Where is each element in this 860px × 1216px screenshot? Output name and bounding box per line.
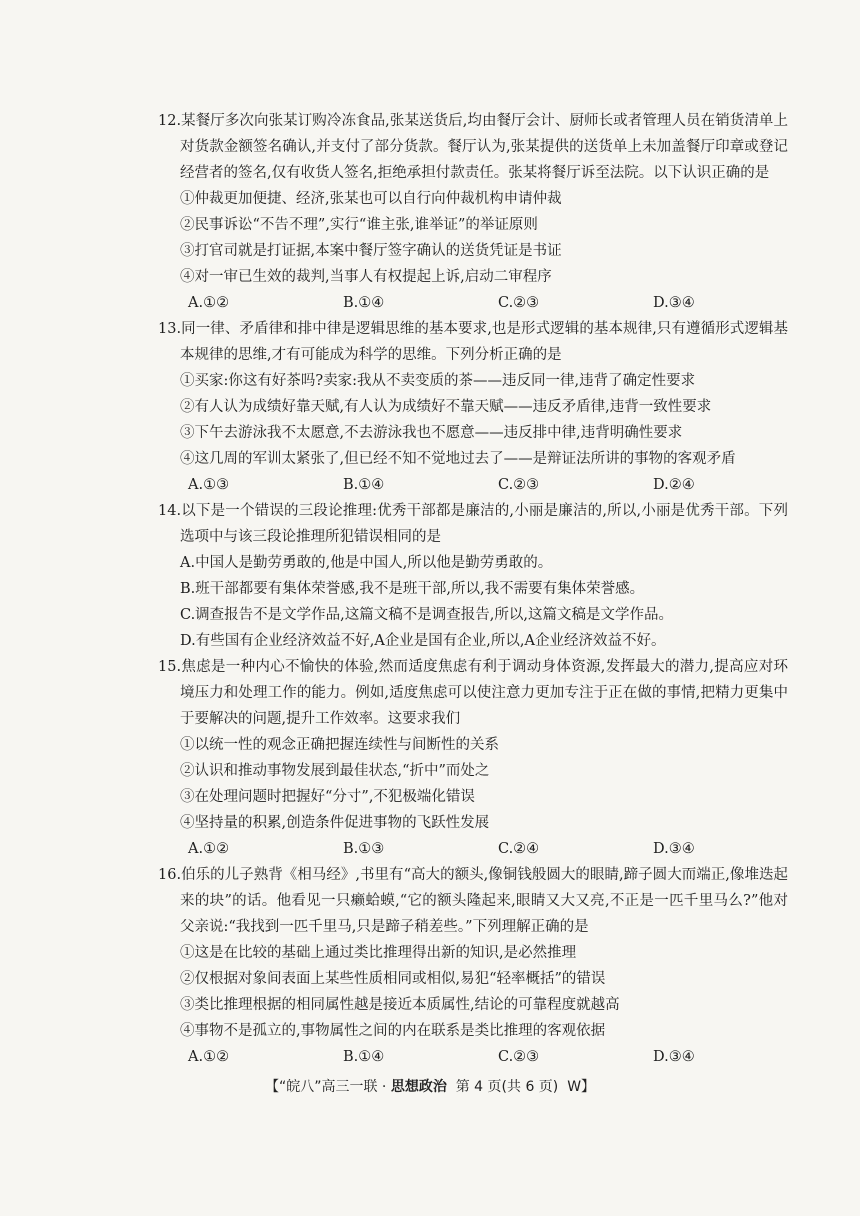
statement: ④坚持量的积累,创造条件促进事物的飞跃性发展 — [180, 815, 490, 831]
statement: ②有人认为成绩好靠天赋,有人认为成绩好不靠天赋——违反矛盾律,违背一致性要求 — [180, 399, 712, 415]
answer-choices — [158, 472, 788, 498]
question-15 — [158, 654, 788, 862]
statement: ③打官司就是打证据,本案中餐厅签字确认的送货凭证是书证 — [180, 243, 562, 259]
statement: ③类比推理根据的相同属性越是接近本质属性,结论的可靠程度就越高 — [180, 997, 620, 1013]
statement: ④这几周的军训太紧张了,但已经不知不觉地过去了——是辩证法所讲的事物的客观矛盾 — [180, 451, 736, 467]
option-a: A.中国人是勤劳勇敢的,他是中国人,所以他是勤劳勇敢的。 — [180, 555, 553, 571]
statement: ③下午去游泳我不太愿意,不去游泳我也不愿意——违反排中律,违背明确性要求 — [180, 425, 683, 441]
answer-choices — [158, 1044, 788, 1070]
statement: ②民事诉讼“不告不理”,实行“谁主张,谁举证”的举证原则 — [180, 217, 538, 233]
choice-a: A.①② — [188, 841, 230, 857]
question-12 — [158, 108, 788, 316]
choice-c: C.②③ — [498, 477, 540, 493]
statement: ①这是在比较的基础上通过类比推理得出新的知识,是必然推理 — [180, 945, 577, 961]
question-stem: 16.伯乐的儿子熟背《相马经》,书里有“高大的额头,像铜钱般圆大的眼睛,蹄子圆大而端正,像堆迭起来的块”的话。他看见一只癞蛤蟆,“它的额头隆起来,眼睛又大又亮,不正是一匹千里马么?”他对父亲说:“我找到一匹千里马,只是蹄子稍差些。”下列理解正确的是 — [158, 867, 788, 935]
footer-subject: 思想政治 — [390, 1079, 447, 1095]
statement: ②认识和推动事物发展到最佳状态,“折中”而处之 — [180, 763, 490, 779]
option-b: B.班干部都要有集体荣誉感,我不是班干部,所以,我不需要有集体荣誉感。 — [180, 581, 645, 597]
question-14 — [158, 498, 788, 654]
choice-d: D.③④ — [653, 841, 695, 857]
choice-b: B.①④ — [343, 1049, 385, 1065]
question-13 — [158, 316, 788, 498]
option-c: C.调查报告不是文学作品,这篇文稿不是调查报告,所以,这篇文稿是文学作品。 — [180, 607, 674, 623]
statement: ④事物不是孤立的,事物属性之间的内在联系是类比推理的客观依据 — [180, 1023, 606, 1039]
question-stem: 13.同一律、矛盾律和排中律是逻辑思维的基本要求,也是形式逻辑的基本规律,只有遵循形式逻辑基本规律的思维,才有可能成为科学的思维。下列分析正确的是 — [158, 321, 788, 363]
question-stem: 12.某餐厅多次向张某订购冷冻食品,张某送货后,均由餐厅会计、厨师长或者管理人员在销货清单上对货款金额签名确认,并支付了部分货款。餐厅认为,张某提供的送货单上未加盖餐厅印章或登记经营者的签名,仅有收货人签名,拒绝承担付款责任。张某将餐厅诉至法院。以下认识正确的是 — [158, 113, 788, 181]
answer-choices — [158, 836, 788, 862]
choice-a: A.①② — [188, 1049, 230, 1065]
question-stem: 14.以下是一个错误的三段论推理:优秀干部都是廉洁的,小丽是廉洁的,所以,小丽是优秀干部。下列选项中与该三段论推理所犯错误相同的是 — [158, 503, 788, 545]
statement: ①以统一性的观念正确把握连续性与间断性的关系 — [180, 737, 499, 753]
option-d: D.有些国有企业经济效益不好,A企业是国有企业,所以,A企业经济效益不好。 — [180, 633, 666, 649]
statement: ①买家:你这有好茶吗?卖家:我从不卖变质的茶——违反同一律,违背了确定性要求 — [180, 373, 696, 389]
choice-d: D.③④ — [653, 295, 695, 311]
footer-suffix: W】 — [567, 1079, 596, 1095]
statement: ②仅根据对象间表面上某些性质相同或相似,易犯“轻率概括”的错误 — [180, 971, 606, 987]
question-list — [158, 108, 788, 1070]
page-footer — [0, 1076, 860, 1096]
choice-d: D.③④ — [653, 1049, 695, 1065]
statement: ③在处理问题时把握好“分寸”,不犯极端化错误 — [180, 789, 475, 805]
statement: ④对一审已生效的裁判,当事人有权提起上诉,启动二审程序 — [180, 269, 552, 285]
choice-c: C.②③ — [498, 295, 540, 311]
choice-b: B.①④ — [343, 477, 385, 493]
choice-c: C.②③ — [498, 1049, 540, 1065]
choice-a: A.①② — [188, 295, 230, 311]
choice-d: D.②④ — [653, 477, 695, 493]
choice-b: B.①③ — [343, 841, 385, 857]
choice-a: A.①③ — [188, 477, 230, 493]
statement: ①仲裁更加便捷、经济,张某也可以自行向仲裁机构申请仲裁 — [180, 191, 562, 207]
answer-choices — [158, 290, 788, 316]
footer-page-number: 第 4 页(共 6 页) — [455, 1079, 559, 1095]
choice-c: C.②④ — [498, 841, 540, 857]
question-stem: 15.焦虑是一种内心不愉快的体验,然而适度焦虑有利于调动身体资源,发挥最大的潜力,提高应对环境压力和处理工作的能力。例如,适度焦虑可以使注意力更加专注于正在做的事情,把精力更集中于要解决的问题,提升工作效率。这要求我们 — [158, 659, 788, 727]
footer-prefix: 【“皖八”高三一联 · — [264, 1079, 391, 1095]
choice-b: B.①④ — [343, 295, 385, 311]
question-16 — [158, 862, 788, 1070]
